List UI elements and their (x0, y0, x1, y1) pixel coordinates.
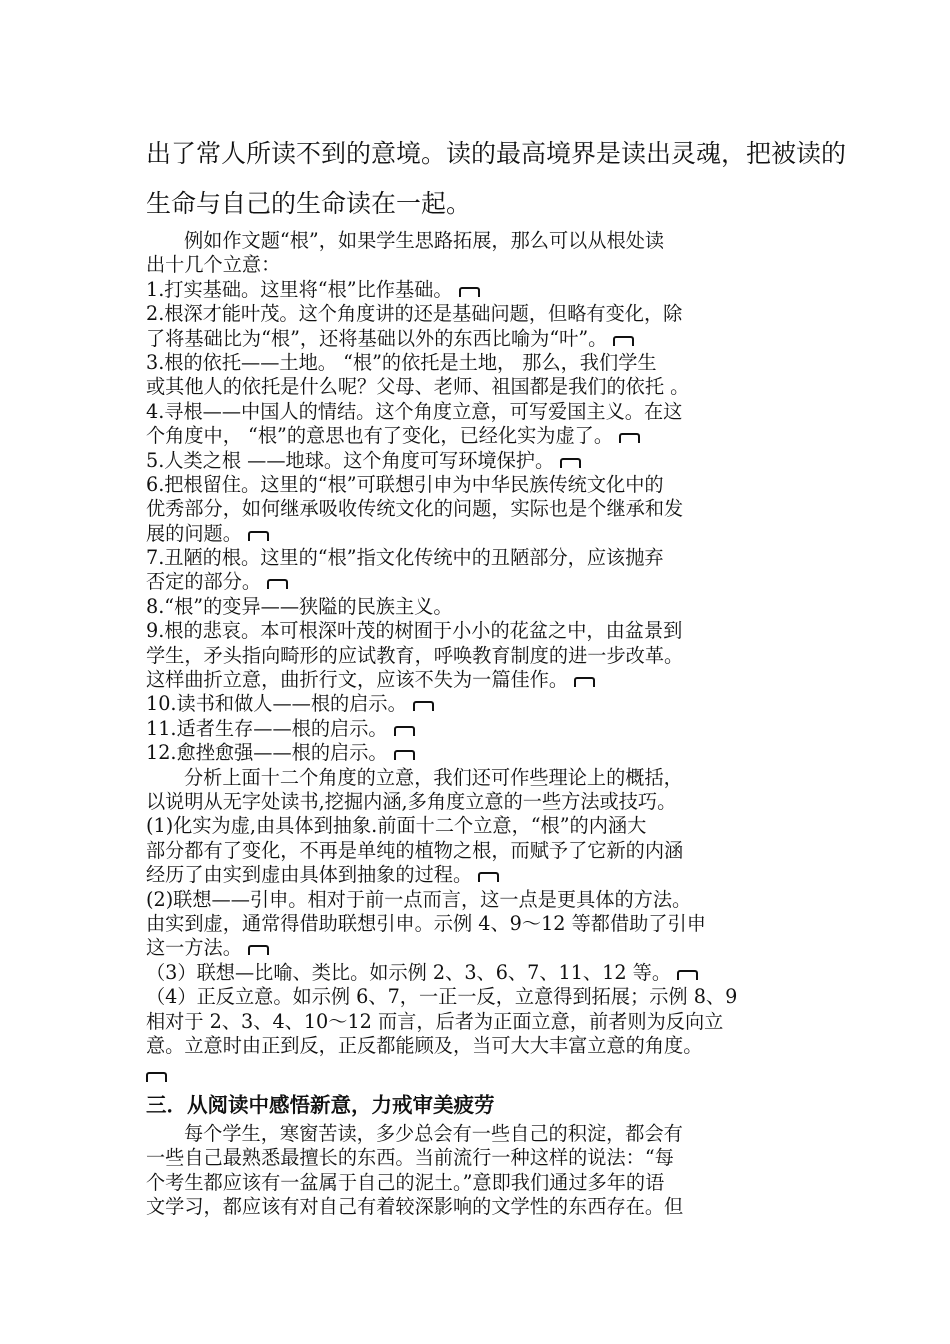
body-line: 分析上面十二个角度的立意，我们还可作些理论上的概括， (184, 765, 683, 789)
list-item-6-end: 展的问题。 (146, 522, 816, 546)
intro-line-1: 出了常人所读不到的意境。读的最高境界是读出灵魂，把被读的 (146, 139, 847, 168)
list-item-3: 3.根的依托——土地。 “根”的依托是土地， 那么，我们学生 (146, 350, 657, 374)
list-item-4-cont: 个角度中， “根”的意思也有了变化，已经化实为虚了。 (146, 424, 816, 448)
method-1: (1)化实为虚,由具体到抽象.前面十二个立意，“根”的内涵大 (146, 814, 647, 838)
edit-mark-icon (560, 458, 581, 468)
method-3: （3）联想—比喻、类比。如示例 2、3、6、7、11、12 等。 (146, 961, 816, 985)
method-1-end: 经历了由实到虚由具体到抽象的过程。 (146, 863, 816, 887)
intro-line-2: 生命与自己的生命读在一起。 (146, 189, 472, 218)
edit-mark-icon (394, 750, 415, 760)
edit-mark-icon (619, 433, 640, 443)
body-line: 例如作文题“根”，如果学生思路拓展，那么可以从根处读 (184, 229, 665, 252)
list-item-9-end: 这样曲折立意，曲折行文，应该不失为一篇佳作。 (146, 668, 816, 692)
edit-mark-icon (248, 945, 269, 955)
edit-mark-icon (146, 1072, 167, 1082)
body-text (146, 229, 816, 1058)
edit-mark-icon (613, 336, 634, 346)
list-item-10: 10.读书和做人——根的启示。 (146, 692, 816, 716)
list-item-4: 4.寻根——中国人的情结。这个角度立意，可写爱国主义。在这 (146, 399, 683, 423)
method-2: (2)联想——引申。相对于前一点而言，这一点是更具体的方法。 (146, 887, 692, 911)
edit-mark-icon (394, 726, 415, 736)
body-line: 一些自己最熟悉最擅长的东西。当前流行一种这样的说法：“每 (146, 1146, 674, 1170)
body-line: 以说明从无字处读书,挖掘内涵,多角度立意的一些方法或技巧。 (146, 789, 677, 813)
list-item-9-cont: 学生，矛头指向畸形的应试教育，呼唤教育制度的进一步改革。 (146, 643, 684, 667)
list-item-5: 5.人类之根 ——地球。这个角度可写环境保护。 (146, 449, 816, 473)
method-2-cont: 由实到虚，通常得借助联想引申。示例 4、9～12 等都借助了引申 (146, 911, 706, 935)
method-1-cont: 部分都有了变化，不再是单纯的植物之根，而赋予了它新的内涵 (146, 838, 684, 862)
section-heading: 三．从阅读中感悟新意，力戒审美疲劳 (146, 1093, 495, 1117)
body-line: 文学习，都应该有对自己有着较深影响的文学性的东西存在。但 (146, 1195, 684, 1219)
list-item-12: 12.愈挫愈强——根的启示。 (146, 741, 816, 765)
body-line: 每个学生，寒窗苦读，多少总会有一些自己的积淀，都会有 (184, 1122, 683, 1145)
list-item-7-cont: 否定的部分。 (146, 570, 816, 594)
edit-mark-icon (248, 531, 269, 541)
list-item-8: 8.“根”的变异——狭隘的民族主义。 (146, 594, 453, 618)
list-item-2: 2.根深才能叶茂。这个角度讲的还是基础问题，但略有变化，除 (146, 302, 683, 326)
list-item-1: 1.打实基础。这里将“根”比作基础。 (146, 278, 816, 302)
list-item-7: 7.丑陋的根。这里的“根”指文化传统中的丑陋部分，应该抛弃 (146, 546, 664, 570)
list-item-11: 11.适者生存——根的启示。 (146, 717, 816, 741)
edit-mark-icon (478, 872, 499, 882)
method-4: （4）正反立意。如示例 6、7，一正一反，立意得到拓展；示例 8、9 (146, 985, 738, 1009)
list-item-3-cont: 或其他人的依托是什么呢？父母、老师、祖国都是我们的依托 。 (146, 375, 690, 399)
edit-mark-icon (677, 970, 698, 980)
edit-mark-icon (267, 579, 288, 589)
method-4-end: 意。立意时由正到反，正反都能顾及，当可大大丰富立意的角度。 (146, 1033, 703, 1057)
edit-mark-icon (574, 677, 595, 687)
list-item-6: 6.把根留住。这里的“根”可联想引申为中华民族传统文化中的 (146, 472, 664, 496)
list-item-2-cont: 了将基础比为“根”，还将基础以外的东西比喻为“叶”。 (146, 327, 816, 351)
body-line: 出十几个立意： (146, 253, 281, 277)
method-2-end: 这一方法。 (146, 936, 816, 960)
method-4-cont: 相对于 2、3、4、10～12 而言，后者为正面立意，前者则为反向立 (146, 1009, 724, 1033)
section-text (146, 1122, 816, 1220)
list-item-9: 9.根的悲哀。本可根深叶茂的树囿于小小的花盆之中，由盆景到 (146, 619, 683, 643)
list-item-6-cont: 优秀部分，如何继承吸收传统文化的问题，实际也是个继承和发 (146, 497, 684, 521)
edit-mark-icon (413, 701, 434, 711)
body-line: 个考生都应该有一盆属于自己的泥土。”意即我们通过多年的语 (146, 1170, 665, 1194)
edit-mark-icon (459, 287, 480, 297)
